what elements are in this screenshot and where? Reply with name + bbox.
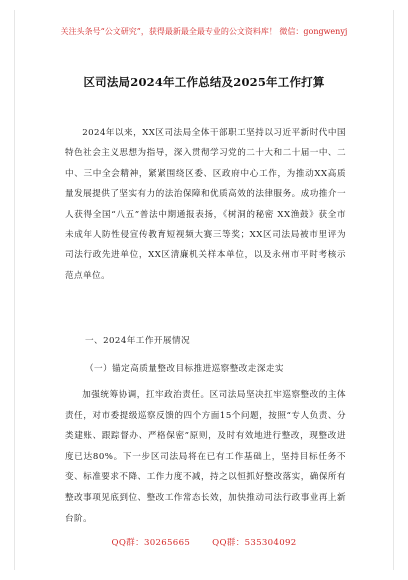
document-title: 区司法局2024年工作总结及2025年工作打算 xyxy=(83,75,325,89)
intro-paragraph: 2024年以来，XX区司法局全体干部职工坚持以习近平新时代中国特色社会主义思想为指导，深入贯彻学习党的二十大和二十届一中、二中、三中全会精神，紧紧围绕区委、区政府中心工作，为推动XX高质量发展提供了坚实有力的法治保障和优质高效的法律服务。成功推介一人获得全国“八五”普法中期通报表扬，《树洞的秘密 XX渔鼓》获全市未成年人防性侵宣传教育短视频大赛三等奖；XX区司法局被市里评为司法行政先进单位，XX区清廉机关样本单位，以及永州市平时考核示范点单位。 xyxy=(65,128,346,281)
footer-banner xyxy=(0,537,408,549)
section-heading: 一、2024年工作开展情况 xyxy=(85,336,191,346)
subsection-heading: （一）锚定高质量整改目标推进巡察整改走深走实 xyxy=(85,364,284,374)
footer-qq-group-2: QQ群：535304092 xyxy=(212,538,297,548)
body-paragraph: 加强统筹协调，扛牢政治责任。区司法局坚决扛牢巡察整改的主体责任，对市委提级巡察反馈的四个方面15个问题，按照“专人负责、分类建账、跟踪督办、严格保密”原则，及时有效地进行整改，现整改进度已达80%。下一步区司法局将在已有工作基础上，坚持目标任务不变、标准要求不降、工作力度不减，持之以恒抓好整改落实，确保所有整改事项见底到位、整改工作常态长效，加快推动司法行政事业再上新台阶。 xyxy=(65,390,346,524)
footer-qq-group-1: QQ群：30265665 xyxy=(111,538,191,548)
header-banner: 关注头条号“公文研究”，获得最新最全最专业的公文资料库！ 微信：gongwenyj xyxy=(60,27,348,36)
